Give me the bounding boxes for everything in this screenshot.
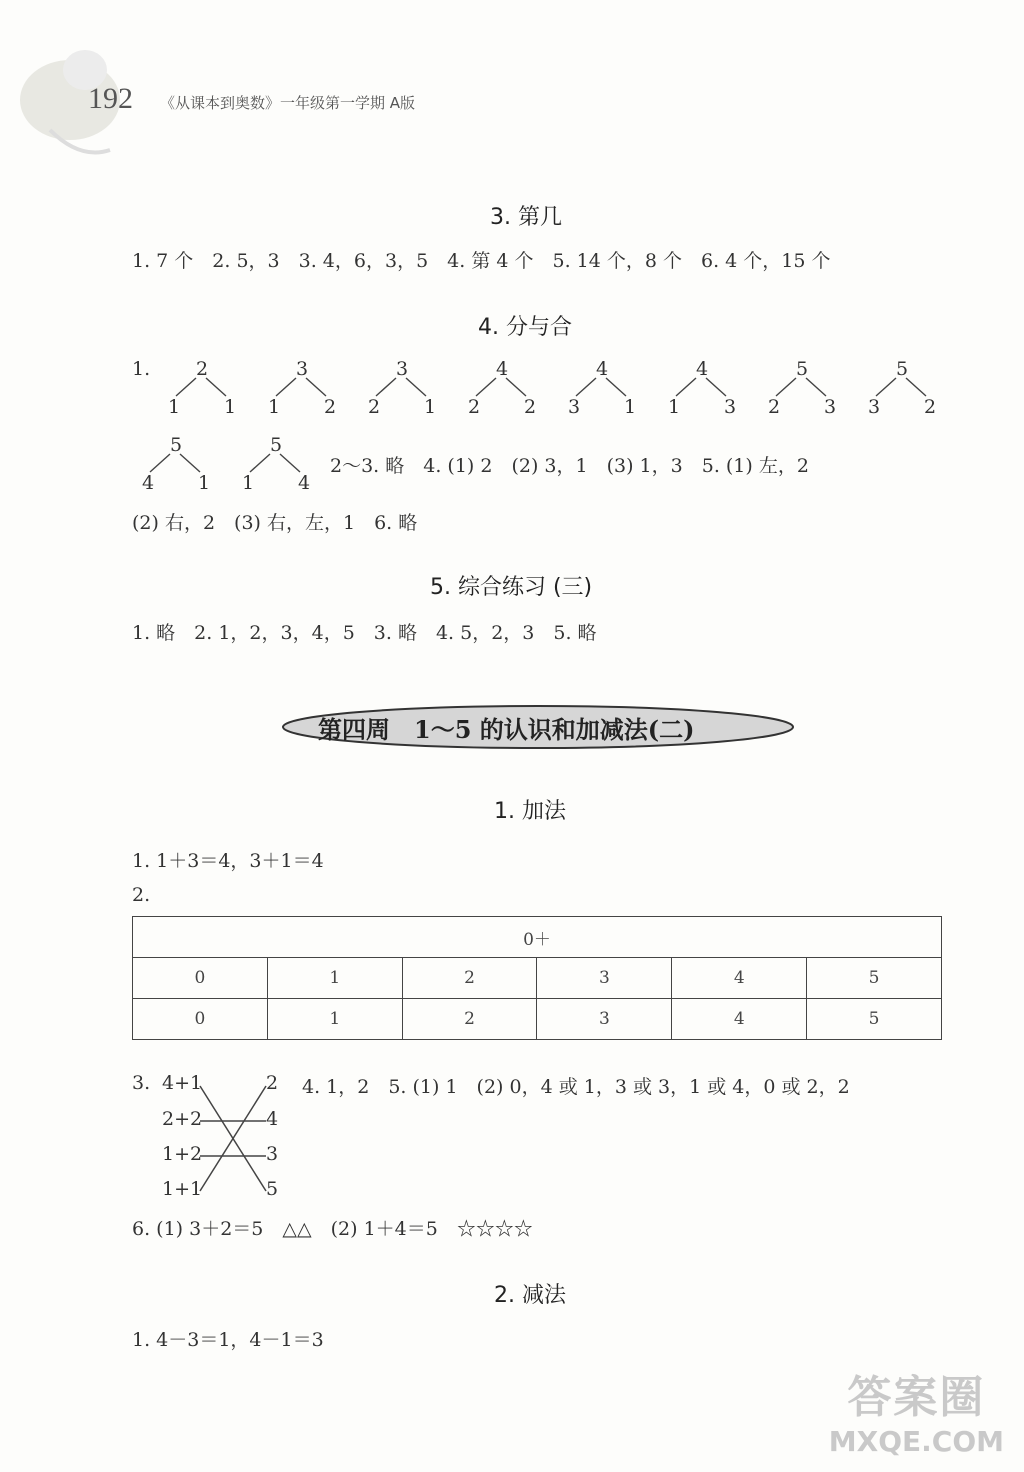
- subtraction-q1: 1. 4－3＝1，4－1＝3: [132, 1329, 324, 1351]
- tree-left: 3: [568, 396, 581, 418]
- tree-top: 5: [896, 358, 909, 380]
- tree-left: 1: [268, 396, 281, 418]
- tree-top: 3: [296, 358, 309, 380]
- tree-right: 3: [724, 396, 737, 418]
- tree-right: 1: [424, 396, 437, 418]
- tree-left: 4: [142, 472, 155, 494]
- tree-top: 5: [270, 434, 283, 456]
- tree-top: 5: [796, 358, 809, 380]
- tree-top: 3: [396, 358, 409, 380]
- tree-left: 2: [368, 396, 381, 418]
- table-cell: 0: [133, 999, 268, 1040]
- tree-right: 2: [524, 396, 537, 418]
- week-banner-text: 第四周 1～5 的认识和加减法(二): [318, 715, 695, 744]
- split-tree: [666, 358, 746, 418]
- tree-right: 4: [298, 472, 311, 494]
- split-tree: [240, 434, 320, 494]
- addition-q2-label: 2.: [132, 884, 151, 906]
- tree-top: 5: [170, 434, 183, 456]
- tree-left: 2: [768, 396, 781, 418]
- section-4-answers-line2: 2～3. 略 4. (1) 2 (2) 3，1 (3) 1，3 5. (1) 左，2: [330, 455, 809, 477]
- table-row: [133, 958, 942, 999]
- matching-lines: [196, 1072, 268, 1202]
- tree-right: 2: [324, 396, 337, 418]
- addition-q4-q5: 4. 1，2 5. (1) 1 (2) 0，4 或 1，3 或 3，1 或 4，0 或 2，2: [302, 1076, 850, 1098]
- tree-top: 2: [196, 358, 209, 380]
- tree-top: 4: [496, 358, 509, 380]
- table-cell: 3: [537, 958, 672, 999]
- addition-q6: 6. (1) 3＋2＝5 △△ (2) 1＋4＝5 ☆☆☆☆: [132, 1218, 533, 1240]
- split-tree: [866, 358, 946, 418]
- book-title: 《从课本到奥数》一年级第一学期 A版: [160, 94, 416, 112]
- split-tree: [140, 434, 220, 494]
- watermark: [829, 1361, 1004, 1458]
- section-title-subtraction: 2. 减法: [494, 1283, 566, 1308]
- tree-left: 2: [468, 396, 481, 418]
- table-row: [133, 917, 942, 958]
- tree-right: 1: [224, 396, 237, 418]
- match-left-1: 4+1: [162, 1072, 203, 1094]
- addition-q3-label: 3.: [132, 1072, 151, 1094]
- table-cell: 5: [807, 958, 942, 999]
- match-left-2: 2+2: [162, 1108, 203, 1130]
- section-3-answers: 1. 7 个 2. 5，3 3. 4，6，3，5 4. 第 4 个 5. 14 个，8 个 6. 4 个，15 个: [132, 250, 831, 272]
- table-cell: 5: [807, 999, 942, 1040]
- table-cell: 1: [267, 958, 402, 999]
- table-cell: 2: [402, 958, 537, 999]
- match-right-2: 4: [266, 1108, 279, 1130]
- match-right-3: 3: [266, 1143, 279, 1165]
- tree-top: 4: [696, 358, 709, 380]
- table-row: [133, 999, 942, 1040]
- table-cell: 0: [133, 958, 268, 999]
- table-cell: 3: [537, 999, 672, 1040]
- watermark-logo: 答案圈: [847, 1372, 986, 1423]
- watermark-site: MXQE.COM: [828, 1425, 1004, 1458]
- match-right-1: 2: [266, 1072, 279, 1094]
- section-5-answers: 1. 略 2. 1，2，3，4，5 3. 略 4. 5，2，3 5. 略: [132, 622, 597, 644]
- page-number: 192: [88, 82, 133, 115]
- table-cell: 2: [402, 999, 537, 1040]
- section-title-4: 4. 分与合: [478, 315, 572, 340]
- tree-left: 1: [168, 396, 181, 418]
- q1-label: 1.: [132, 358, 151, 380]
- section-title-5: 5. 综合练习 (三): [430, 575, 593, 600]
- tree-left: 3: [868, 396, 881, 418]
- corner-illustration: [10, 20, 160, 170]
- tree-right: 3: [824, 396, 837, 418]
- table-cell: 4: [672, 999, 807, 1040]
- tree-right: 1: [198, 472, 211, 494]
- match-right-4: 5: [266, 1178, 279, 1200]
- section-title-addition: 1. 加法: [494, 799, 566, 824]
- tree-right: 2: [924, 396, 937, 418]
- tree-top: 4: [596, 358, 609, 380]
- tree-right: 1: [624, 396, 637, 418]
- table-cell: 1: [267, 999, 402, 1040]
- addition-q1: 1. 1＋3＝4，3＋1＝4: [132, 850, 324, 872]
- section-4-answers-line3: (2) 右，2 (3) 右，左，1 6. 略: [132, 512, 418, 534]
- split-tree: [766, 358, 846, 418]
- week-banner: [278, 702, 798, 756]
- table-header-cell: 0＋: [133, 917, 942, 958]
- addition-table: [132, 916, 942, 1040]
- split-tree: [266, 358, 346, 418]
- match-left-4: 1+1: [162, 1178, 203, 1200]
- section-title-3: 3. 第几: [490, 205, 562, 230]
- split-tree: [166, 358, 246, 418]
- split-tree: [366, 358, 446, 418]
- match-left-3: 1+2: [162, 1143, 203, 1165]
- table-cell: 4: [672, 958, 807, 999]
- split-tree: [566, 358, 646, 418]
- tree-left: 1: [242, 472, 255, 494]
- tree-left: 1: [668, 396, 681, 418]
- split-tree: [466, 358, 546, 418]
